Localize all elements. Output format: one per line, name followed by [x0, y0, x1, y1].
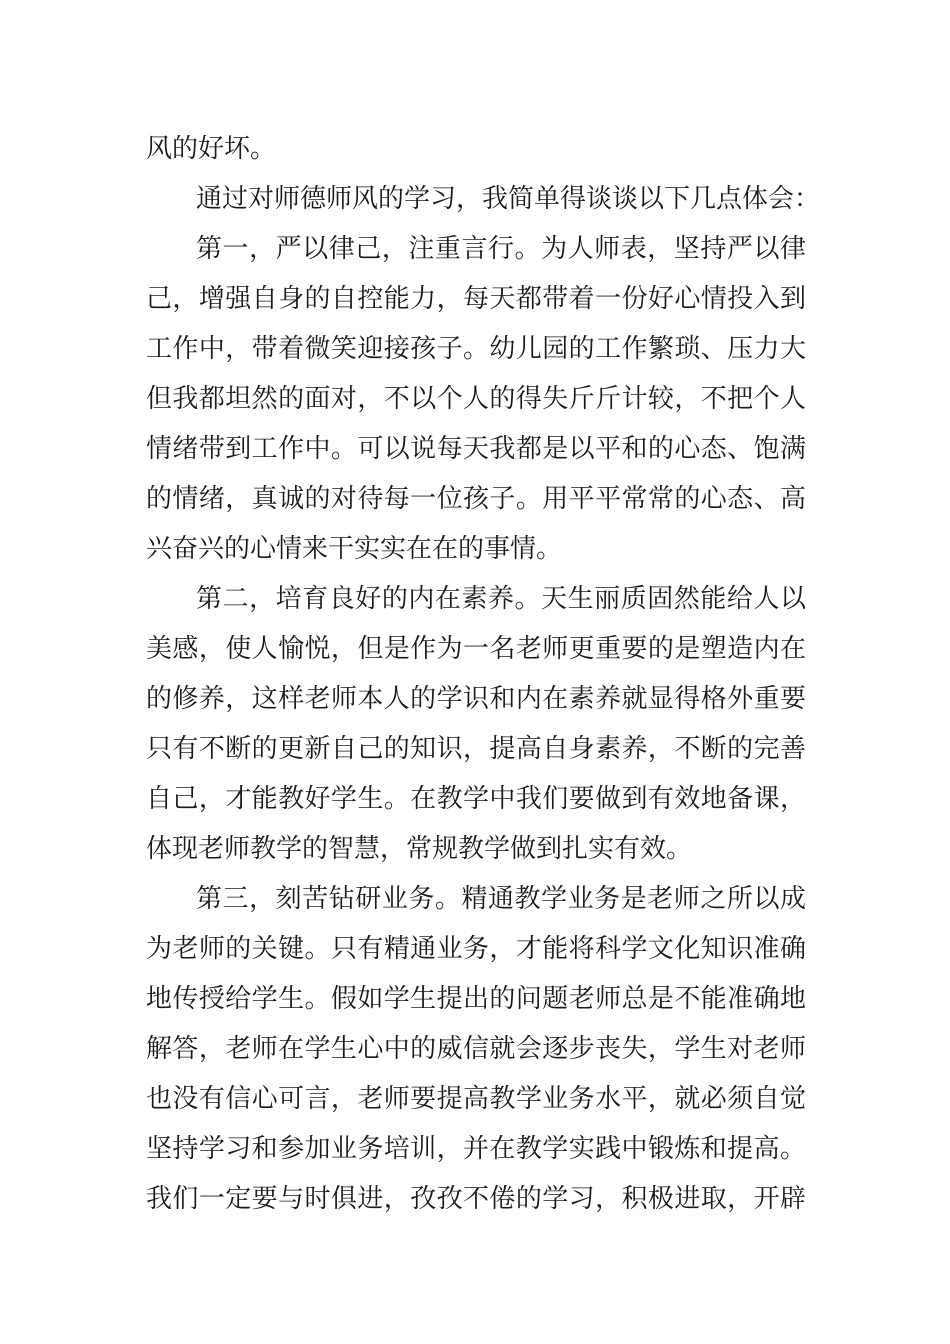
text-line: 自己，才能教好学生。在教学中我们要做到有效地备课，: [146, 784, 806, 814]
text-line: 我们一定要与时俱进，孜孜不倦的学习，积极进取，开辟: [146, 1184, 806, 1214]
paragraph-1-start: 第一，严以律己，注重言行。为人师表，坚持严以律: [196, 234, 806, 264]
text-line: 的修养，这样老师本人的学识和内在素养就显得格外重要: [146, 684, 806, 714]
text-line: 体现老师教学的智慧，常规教学做到扎实有效。: [146, 834, 693, 864]
paragraph-2-start: 第二，培育良好的内在素养。天生丽质固然能给人以: [196, 584, 806, 614]
text-line: 风的好坏。: [146, 134, 277, 164]
text-line: 通过对师德师风的学习，我简单得谈谈以下几点体会：: [196, 184, 821, 214]
text-line: 己，增强自身的自控能力，每天都带着一份好心情投入到: [146, 284, 806, 314]
text-line: 只有不断的更新自己的知识，提高自身素养，不断的完善: [146, 734, 806, 764]
paragraph-3-start: 第三，刻苦钻研业务。精通教学业务是老师之所以成: [196, 884, 806, 914]
text-line: 的情绪，真诚的对待每一位孩子。用平平常常的心态、高: [146, 484, 806, 514]
text-line: 为老师的关键。只有精通业务，才能将科学文化知识准确: [146, 934, 806, 964]
text-line: 解答，老师在学生心中的威信就会逐步丧失，学生对老师: [146, 1034, 806, 1064]
text-line: 地传授给学生。假如学生提出的问题老师总是不能准确地: [146, 984, 806, 1014]
text-line: 美感，使人愉悦，但是作为一名老师更重要的是塑造内在: [146, 634, 806, 664]
text-line: 但我都坦然的面对，不以个人的得失斤斤计较，不把个人: [146, 384, 806, 414]
text-line: 工作中，带着微笑迎接孩子。幼儿园的工作繁琐、压力大: [146, 334, 806, 364]
text-line: 兴奋兴的心情来干实实在在的事情。: [146, 534, 563, 564]
text-line: 坚持学习和参加业务培训，并在教学实践中锻炼和提高。: [146, 1134, 806, 1164]
text-line: 情绪带到工作中。可以说每天我都是以平和的心态、饱满: [146, 434, 806, 464]
text-line: 也没有信心可言，老师要提高教学业务水平，就必须自觉: [146, 1084, 806, 1114]
